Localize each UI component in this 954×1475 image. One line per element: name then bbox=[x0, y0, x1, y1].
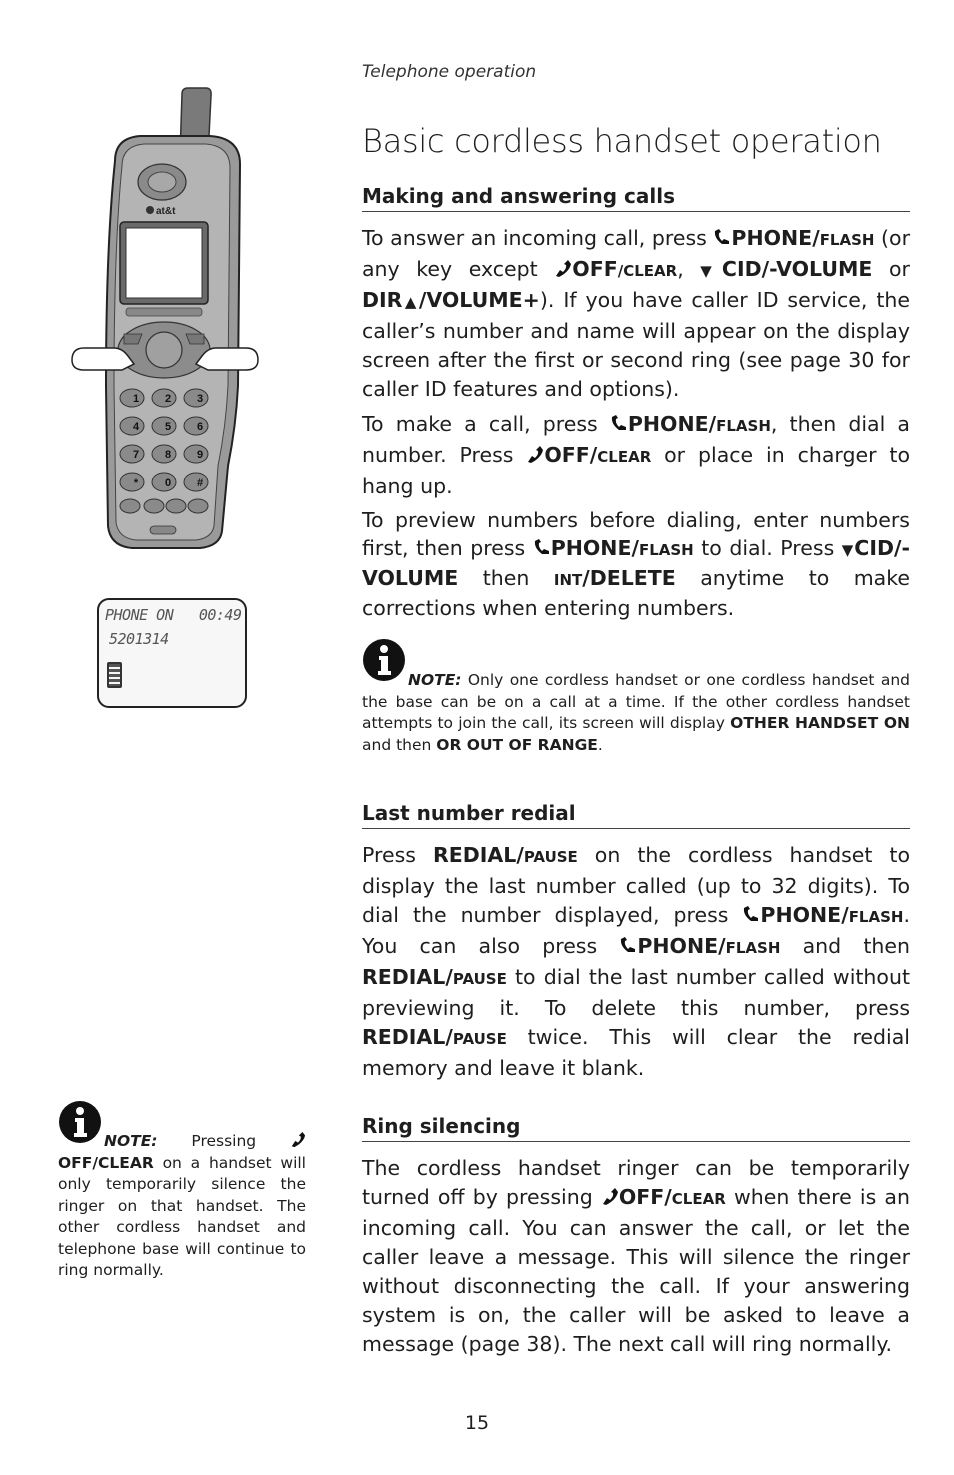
handset-illustration bbox=[70, 86, 260, 556]
lcd-display bbox=[97, 598, 247, 708]
note-one-handset: NOTE: Only one cordless handset or one cordless handset and the base can be on a call at a time. If the other cordless handset attempts to join the call, its screen will display OTHER HANDSET ON and then OR OUT OF RANGE. bbox=[362, 671, 910, 754]
lcd-phone-on: PHONE ON bbox=[105, 606, 174, 624]
phone-handset-icon bbox=[533, 539, 551, 557]
svg-text:0: 0 bbox=[164, 477, 172, 489]
making-paragraph-2: To make a call, press PHONE/FLASH, then dial a number. Press OFF/CLEAR or place in charger to hang up. bbox=[362, 412, 910, 498]
lcd-number: 5201314 bbox=[109, 630, 169, 648]
hang-up-icon bbox=[601, 1188, 619, 1206]
svg-text:3: 3 bbox=[196, 393, 204, 405]
hang-up-icon bbox=[290, 1132, 306, 1148]
section-heading-redial: Last number redial bbox=[362, 801, 910, 829]
svg-text:8: 8 bbox=[164, 449, 172, 461]
battery-icon bbox=[107, 662, 122, 688]
making-paragraph-1: To answer an incoming call, press PHONE/FLASH (or any key except OFF/CLEAR, ▼CID/-VOLUME or DIR▲/VOLUME+). If you have caller ID service, the caller’s number and name will appear on the display screen after the first or second ring (see page 30 for caller ID features and options). bbox=[362, 226, 910, 401]
phone-handset-icon bbox=[610, 415, 628, 433]
hang-up-icon bbox=[554, 260, 572, 278]
svg-text:2: 2 bbox=[164, 393, 172, 405]
redial-paragraph: Press REDIAL/PAUSE on the cordless handset to display the last number called (up to 32 digits). To dial the number displayed, press PHONE/FLASH. You can also press PHONE/FLASH and then REDIAL/PAUSE to dial the last number called without previewing it. To delete this number, press REDIAL/PAUSE twice. This will clear the redial memory and leave it blank. bbox=[362, 843, 910, 1080]
up-triangle-icon: ▲ bbox=[402, 293, 419, 311]
svg-text:5: 5 bbox=[164, 421, 172, 433]
svg-text:6: 6 bbox=[196, 421, 204, 433]
brand-logo: at&t bbox=[156, 206, 176, 217]
lcd-time: 00:49 bbox=[198, 606, 242, 624]
down-triangle-icon: ▼ bbox=[841, 541, 855, 559]
section-heading-making-calls: Making and answering calls bbox=[362, 184, 910, 212]
down-triangle-icon: ▼ bbox=[700, 262, 722, 280]
section-heading-ring-silencing: Ring silencing bbox=[362, 1114, 910, 1142]
svg-text:#: # bbox=[196, 477, 204, 489]
page-title: Basic cordless handset operation bbox=[362, 122, 882, 160]
svg-text:7: 7 bbox=[132, 449, 140, 461]
phone-handset-icon bbox=[713, 229, 731, 247]
svg-text:1: 1 bbox=[132, 393, 140, 405]
side-note-ring: NOTE: Pressing OFF/CLEAR on a handset will only temporarily silence the ringer on that handset. The other cordless handset and telephone base will continue to ring normally. bbox=[58, 1132, 306, 1279]
phone-handset-icon bbox=[619, 937, 637, 955]
hang-up-icon bbox=[526, 446, 544, 464]
lcd-line1 bbox=[105, 606, 242, 624]
svg-text:*: * bbox=[133, 477, 139, 489]
phone-handset-icon bbox=[742, 906, 760, 924]
svg-text:9: 9 bbox=[196, 449, 204, 461]
ring-paragraph: The cordless handset ringer can be temporarily turned off by pressing OFF/CLEAR when there is an incoming call. You can answer the call, or let the caller leave a message. This will silence the ringer without disconnecting the call. If your answering system is on, the caller will be asked to leave a message (page 38). The next call will ring normally. bbox=[362, 1156, 910, 1356]
svg-text:4: 4 bbox=[132, 421, 140, 433]
page-number: 15 bbox=[464, 1412, 490, 1434]
running-header: Telephone operation bbox=[362, 62, 537, 82]
making-paragraph-3: To preview numbers before dialing, enter numbers first, then press PHONE/FLASH to dial. Press ▼CID/-VOLUME then INT/DELETE anytime to make corrections when entering numbers. bbox=[362, 508, 910, 620]
